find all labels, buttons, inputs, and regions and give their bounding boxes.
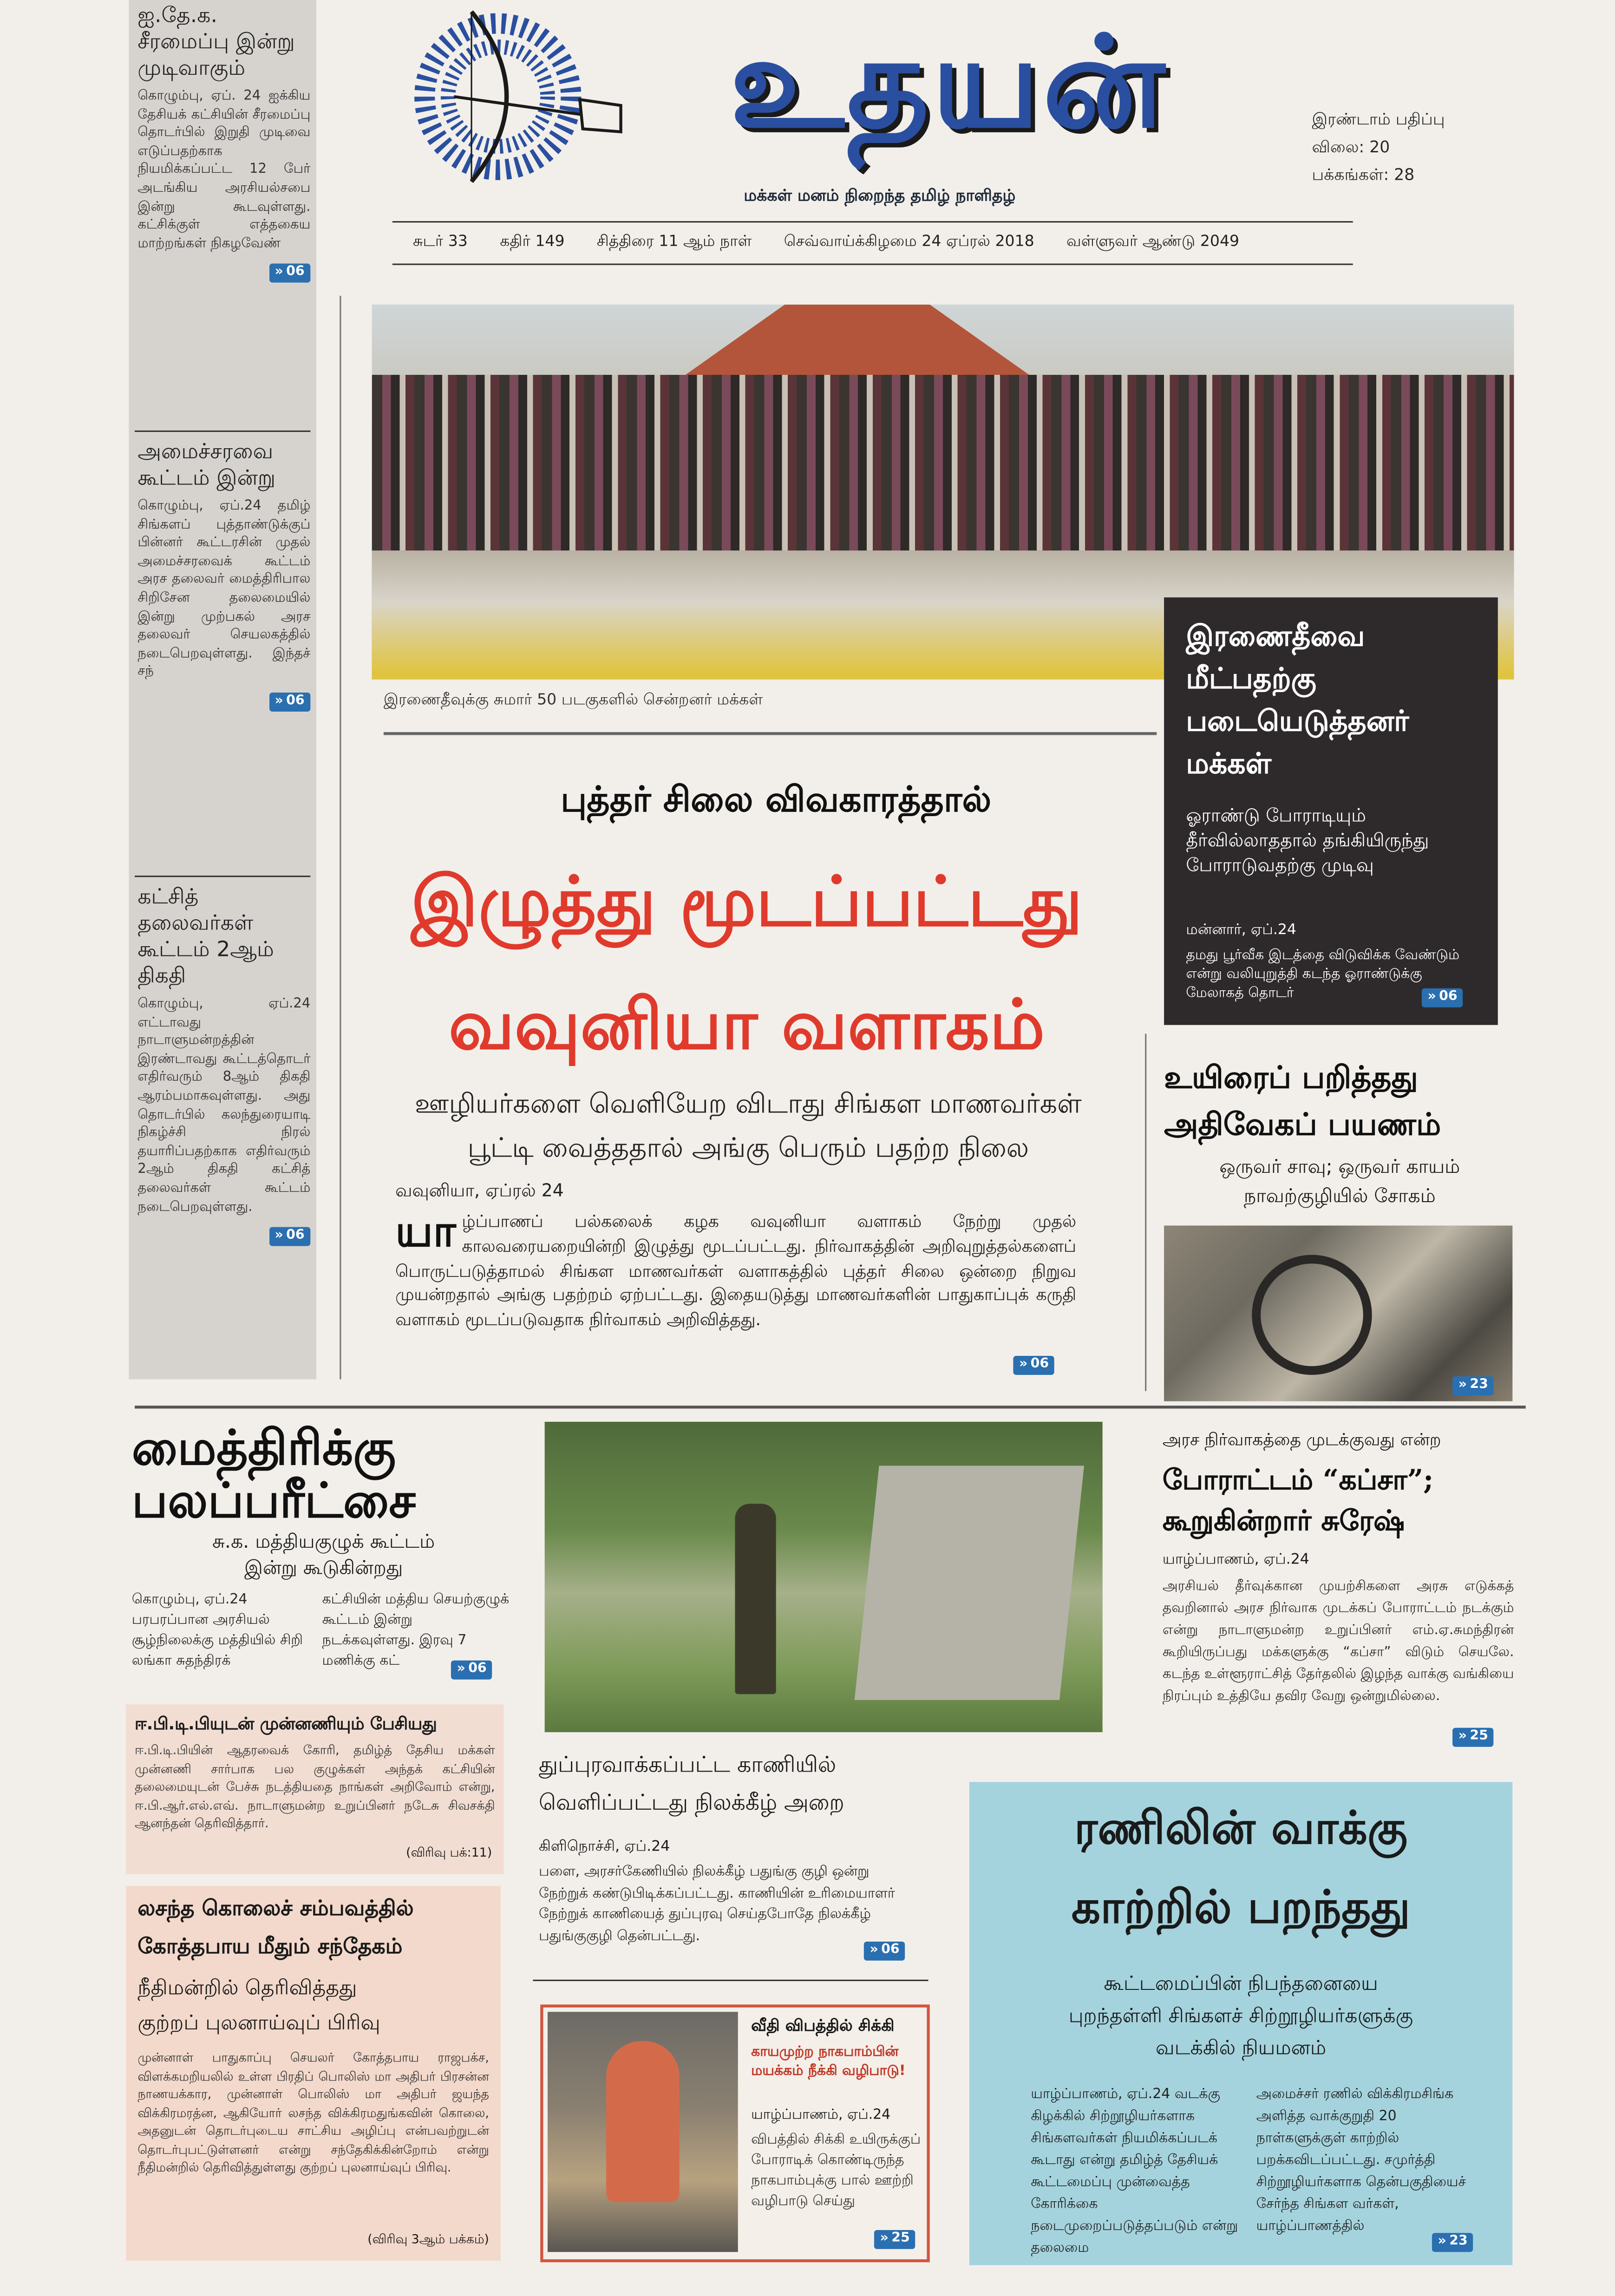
lead-dateline: வவுனியா, ஏப்ரல் 24 bbox=[395, 1180, 564, 1201]
epdp-story-box[interactable] bbox=[126, 1704, 503, 1874]
dateline-volume: கதிர் 149 bbox=[500, 233, 565, 251]
soldier-headline-line1: துப்புரவாக்கப்பட்ட காணியில் bbox=[539, 1751, 837, 1778]
lead-dropcap: யா bbox=[395, 1206, 456, 1258]
column-divider bbox=[340, 296, 341, 1380]
suresh-body: அரசியல் தீர்வுக்கான முயற்சிகளை அரசு எடுக்கத் தவறினால் அரச நிர்வாக முடக்கப் போராட்டம் நடக்கும் என்று நாடாளுமன்ற உறுப்பினர் எம்.ஏ.சுமந்திரன் கூறியிருப்பது மக்களுக்கு “கப்சா” விடும் செயலே. கடந்த உள்ளூராட்சித் தேர்தலில் இழந்த வாக்கு வங்கியை நிரப்பும் உத்தியே தவிர வேறு ஒன்றுமில்லை. bbox=[1162, 1578, 1514, 1705]
divider bbox=[135, 1406, 1526, 1408]
top-photo-caption: இரணைதீவுக்கு சுமார் 50 படகுகளில் சென்றனர் மக்கள் bbox=[383, 691, 763, 709]
dateline-issue: சுடர் 33 bbox=[412, 233, 468, 251]
snake-body: விபத்தில் சிக்கி உயிருக்குப் போராடிக் கொண்டிருந்த நாகபாம்புக்கு பால் ஊற்றி வழிபாடு செய்து bbox=[751, 2132, 921, 2210]
maithri-body-col1: கொழும்பு, ஏப்.24 பரபரப்பான அரசியல் சூழ்நிலைக்கு மத்தியில் சிறி லங்கா சுதந்திரக் bbox=[131, 1591, 303, 1669]
lasantha-subhead-line2: குற்றப் புலனாய்வுப் பிரிவு bbox=[137, 2012, 380, 2035]
accident-subhead-line2: நாவற்குழியில் சோகம் bbox=[1243, 1186, 1436, 1208]
lead-kicker: புத்தர் சிலை விவகாரத்தால் bbox=[561, 779, 992, 820]
left-brief-3[interactable] bbox=[137, 884, 310, 1246]
lasantha-headline-line1: லசந்த கொலைச் சம்பவத்தில் bbox=[137, 1897, 414, 1921]
ranil-subhead-line1: கூட்டமைப்பின் நிபந்தனையை bbox=[1104, 1972, 1378, 1996]
lead-body-text: ழ்ப்பாணப் பல்கலைக் கழக வவுனியா வளாகம் நேற்று முதல் காலவரையறையின்றி இழுத்து மூடப்பட்டது. நிர்வாகத்தின் அறிவுறுத்தல்களைப் பொருட்படுத்தாமல் சிங்கள மாணவர்கள் வளாகத்தில் புத்தர் சிலை ஒன்றை நிறுவ முயன்றதால் அங்கு பதற்றம் ஏற்பட்டது. இதையடுத்து மாணவர்களின் பாதுகாப்புக் கருதி வளாகம் மூடப்படுவதாக நிர்வாகம் அறிவித்தது. bbox=[395, 1210, 1076, 1330]
divider bbox=[135, 876, 310, 877]
epdp-headline: ஈ.பி.டி.பியுடன் முன்னணியும் பேசியது bbox=[135, 1713, 437, 1734]
iranai-body: தமது பூர்வீக இடத்தை விடுவிக்க வேண்டும் என்று வலியுறுத்தி கடந்த ஓராண்டுக்கு மேலாகத் தொடர் bbox=[1186, 947, 1460, 1002]
lasantha-story-box[interactable] bbox=[126, 1886, 501, 2261]
dateline-date: செவ்வாய்க்கிழமை 24 ஏப்ரல் 2018 bbox=[784, 233, 1034, 251]
dateline-rule-top bbox=[392, 221, 1353, 222]
dateline-bar bbox=[413, 233, 1350, 252]
soldier-photo bbox=[545, 1422, 1103, 1732]
lasantha-body: முன்னாள் பாதுகாப்பு செயலர் கோத்தபாய ராஜபக்ச, விளக்கமறியலில் உள்ள பிரதிப் பொலிஸ் மா அதிபர் பிரசன்ன நாணயக்கார, முன்னாள் பொலிஸ் மா அதிபர் ஜயந்த விக்கிரமரத்ன, ஆகியோர் லசந்த விக்கிரமதுங்கவின் கொலை, அதனுடன் தொடர்புடைய சாட்சிய அழிப்பு என்பவற்றுடன் தொடர்புபட்டுள்ளனர் என்று சந்தேகிக்கின்றோம் என்று நீதிமன்றில் தெரிவித்துள்ளது குற்றப் புலனாய்வுப் பிரிவு. bbox=[137, 2051, 489, 2176]
edition-info bbox=[1312, 105, 1473, 189]
ranil-body-col1: யாழ்ப்பாணம், ஏப்.24 வடக்கு கிழக்கில் சிற்றூழியர்களாக சிங்களவர்கள் நியமிக்கப்படக் கூடாது என்று தமிழ்த் தேசியக் கூட்டமைப்பு முன்வைத்த கோரிக்கை நடைமுறைப்படுத்தப்படும் என்று தலைமை bbox=[1031, 2087, 1238, 2257]
maithri-subhead-line1: சு.க. மத்தியகுழுக் கூட்டம் bbox=[212, 1531, 435, 1554]
masthead-tagline: மக்கள் மனம் நிறைந்த தமிழ் நாளிதழ் bbox=[744, 186, 1016, 205]
continued-badge[interactable]: » 06 bbox=[269, 693, 310, 712]
suresh-headline-line1: போராட்டம் “கப்சா”; bbox=[1162, 1464, 1434, 1497]
soldier-dateline: கிளிநொச்சி, ஏப்.24 bbox=[539, 1839, 670, 1855]
left-brief-title: கட்சித் தலைவர்கள் கூட்டம் 2ஆம் திகதி bbox=[137, 886, 274, 988]
ranil-body-col2: அமைச்சர் ரணில் விக்கிரமசிங்க அளித்த வாக்குறுதி 20 நாள்களுக்குள் காற்றில் பறக்கவிடப்பட்டது. சமுர்த்தி சிற்றூழியர்களாக தென்பகுதியைச் சேர்ந்த சிங்கள வர்கள், யாழ்ப்பாணத்தில் bbox=[1256, 2087, 1466, 2235]
maithri-subhead-line2: இன்று கூடுகின்றது bbox=[244, 1558, 403, 1580]
left-brief-body: கொழும்பு, ஏப். 24 ஐக்கிய தேசியக் கட்சியின் சீரமைப்பு தொடர்பில் இறுதி முடிவை எடுப்பதற்காக நியமிக்கப்பட்ட 12 பேர் அடங்கிய அரசியல்சபை இன்று கூடவுள்ளது. கட்சிக்குள் எத்தகைய மாற்றங்கள் நிகழவேண் bbox=[137, 88, 311, 252]
masthead-title-text: உதயன் bbox=[730, 10, 1168, 157]
accident-headline-line2: அதிவேகப் பயணம் bbox=[1164, 1105, 1441, 1142]
maithri-headline-line2: பலப்பரீட்சை bbox=[131, 1472, 416, 1529]
continued-badge[interactable]: » 06 bbox=[269, 264, 310, 283]
epdp-continued[interactable]: (விரிவு பக்:11) bbox=[406, 1846, 492, 1861]
photo-motorbike bbox=[1252, 1255, 1372, 1375]
lead-deck-line1: ஊழியர்களை வெளியேற விடாது சிங்கள மாணவர்கள் bbox=[414, 1089, 1082, 1120]
left-brief-body: கொழும்பு, ஏப்.24 தமிழ் சிங்களப் புத்தாண்டுக்குப் பின்னர் கூட்டரசின் முதல் அமைச்சரவைக் கூட்டம் அரச தலைவர் மைத்திரிபால சிறிசேன தலைமையில் இன்று முற்பகல் அரச தலைவர் செயலகத்தில் நடைபெறவுள்ளது. இந்தச் சந் bbox=[137, 497, 311, 680]
soldier-body: பளை, அரசர்கேணியில் நிலக்கீழ் பதுங்கு குழி ஒன்று நேற்றுக் கண்டுபிடிக்கப்பட்டது. காணியின் உரிமையாளர் நேற்றுக் காணியைத் துப்புரவு செய்தபோதே நிலக்கீழ் பதுங்குகுழி தென்பட்டது. bbox=[539, 1864, 895, 1944]
left-brief-1[interactable] bbox=[137, 3, 310, 283]
suresh-headline-line2: கூறுகின்றார் சுரேஷ் bbox=[1162, 1505, 1405, 1537]
continued-badge[interactable]: » 06 bbox=[1422, 988, 1463, 1007]
continued-badge[interactable]: » 25 bbox=[874, 2230, 915, 2249]
iranai-dateline: மன்னார், ஏப்.24 bbox=[1186, 922, 1297, 939]
left-brief-title: அமைச்சரவை கூட்டம் இன்று bbox=[137, 440, 276, 491]
left-brief-body: கொழும்பு, ஏப்.24 எட்டாவது நாடாளுமன்றத்தின் இரண்டாவது கூட்டத்தொடர் எதிர்வரும் 8ஆம் திகதி ஆரம்பமாகவுள்ளது. அது தொடர்பில் கலந்துரையாடி நிகழ்ச்சி நிரல் தயாரிப்பதற்காக எதிர்வரும் 2ஆம் திகதி கட்சித் தலைவர்கள் கூட்டம் நடைபெறவுள்ளது. bbox=[137, 995, 311, 1215]
masthead-title bbox=[644, 6, 1253, 179]
ranil-story-box[interactable] bbox=[969, 1782, 1513, 2265]
dateline-rule-bottom bbox=[392, 263, 1353, 265]
ranil-subhead-line2: புறந்தள்ளி சிங்களச் சிற்றூழியர்களுக்கு bbox=[1068, 2004, 1413, 2028]
lead-body bbox=[395, 1206, 1076, 1333]
photo-concrete-structure bbox=[855, 1465, 1084, 1700]
suresh-dateline: யாழ்ப்பாணம், ஏப்.24 bbox=[1162, 1552, 1309, 1569]
ranil-headline-line1: ரணிலின் வாக்கு bbox=[1074, 1802, 1408, 1855]
divider bbox=[533, 1980, 928, 1981]
continued-badge[interactable]: » 23 bbox=[1432, 2233, 1473, 2252]
lead-deck-line2: பூட்டி வைத்ததால் அங்கு பெரும் பதற்ற நிலை bbox=[467, 1133, 1029, 1164]
column-divider bbox=[1145, 1034, 1146, 1391]
lasantha-continued[interactable]: (விரிவு 3ஆம் பக்கம்) bbox=[367, 2233, 489, 2248]
continued-badge[interactable]: » 06 bbox=[864, 1942, 905, 1961]
lasantha-subhead-line1: நீதிமன்றில் தெரிவித்தது bbox=[137, 1976, 357, 2001]
epdp-body: ஈ.பி.டி.பியின் ஆதரவைக் கோரி, தமிழ்த் தேசிய மக்கள் முன்னணி சார்பாக பல குழுக்கள் அந்தக் கட்சியின் தலைமையுடன் பேச்சு நடத்தியதை நாங்கள் அறிவோம் என்று, ஈ.பி.ஆர்.எல்.எவ். நாடாளுமன்ற உறுப்பினர் நடேசு சிவசக்தி ஆனந்தன் தெரிவித்தார். bbox=[135, 1744, 495, 1832]
continued-badge[interactable]: » 25 bbox=[1452, 1728, 1494, 1747]
dateline-year: வள்ளுவர் ஆண்டு 2049 bbox=[1066, 233, 1240, 251]
snake-deity-photo bbox=[548, 2012, 738, 2252]
snake-subheadline: காயமுற்ற நாகபாம்பின் மயக்கம் நீக்கி வழிபாடு! bbox=[751, 2044, 906, 2080]
iranai-story-box[interactable] bbox=[1164, 597, 1498, 1025]
ranil-headline-line2: காற்றில் பறந்தது bbox=[1071, 1881, 1411, 1935]
photo-crowd bbox=[372, 375, 1514, 550]
left-brief-title: ஐ.தே.க. சீரமைப்பு இன்று முடிவாகும் bbox=[137, 4, 295, 81]
iranai-subheadline: ஓராண்டு போராடியும் தீர்வில்லாததால் தங்கியிருந்து போராடுவதற்கு முடிவு bbox=[1186, 804, 1429, 876]
ranil-subhead-line3: வடக்கில் நியமனம் bbox=[1156, 2036, 1327, 2061]
photo-soldier bbox=[735, 1504, 776, 1694]
left-brief-2[interactable] bbox=[137, 439, 310, 712]
page-count: பக்கங்கள்: 28 bbox=[1312, 165, 1415, 185]
edition-label: இரண்டாம் பதிப்பு bbox=[1312, 110, 1445, 129]
suresh-kicker: அரச நிர்வாகத்தை முடக்குவது என்ற bbox=[1162, 1429, 1441, 1450]
iranai-headline: இரணைதீவை மீட்பதற்கு படையெடுத்தனர் மக்கள் bbox=[1186, 619, 1409, 781]
lead-headline-line2: வவுனியா வளாகம் bbox=[448, 985, 1045, 1066]
accident-subhead-line1: ஒருவர் சாவு; ஒருவர் காயம் bbox=[1219, 1157, 1460, 1179]
continued-badge[interactable]: » 23 bbox=[1452, 1376, 1494, 1395]
maithri-body-col2: கட்சியின் மத்திய செயற்குழுக் கூட்டம் இன்று நடக்கவுள்ளது. இரவு 7 மணிக்கு கட் bbox=[322, 1591, 510, 1669]
lead-headline-line1: இழுத்து மூடப்பட்டது bbox=[411, 862, 1083, 943]
sun-bow-logo bbox=[407, 6, 627, 193]
snake-story-box[interactable] bbox=[540, 2004, 930, 2262]
dateline-tamil-date: சித்திரை 11 ஆம் நாள் bbox=[596, 233, 752, 251]
continued-badge[interactable]: » 06 bbox=[269, 1227, 310, 1246]
continued-badge[interactable]: » 06 bbox=[451, 1661, 492, 1680]
continued-badge[interactable]: » 06 bbox=[1013, 1356, 1054, 1375]
soldier-headline-line2: வெளிப்பட்டது நிலக்கீழ் அறை bbox=[539, 1789, 844, 1816]
lasantha-headline-line2: கோத்தபாய மீதும் சந்தேகம் bbox=[137, 1936, 403, 1959]
accident-headline-line1: உயிரைப் பறித்தது bbox=[1164, 1059, 1419, 1095]
accident-photo bbox=[1164, 1225, 1512, 1401]
maithri-headline-line1: மைத்திரிக்கு bbox=[131, 1419, 396, 1476]
photo-deity bbox=[606, 2041, 680, 2202]
divider bbox=[135, 431, 310, 432]
price-label: விலை: 20 bbox=[1312, 137, 1390, 157]
divider bbox=[384, 732, 1157, 735]
snake-headline: வீதி விபத்தில் சிக்கி bbox=[751, 2016, 895, 2035]
snake-dateline: யாழ்ப்பாணம், ஏப்.24 bbox=[751, 2107, 891, 2123]
